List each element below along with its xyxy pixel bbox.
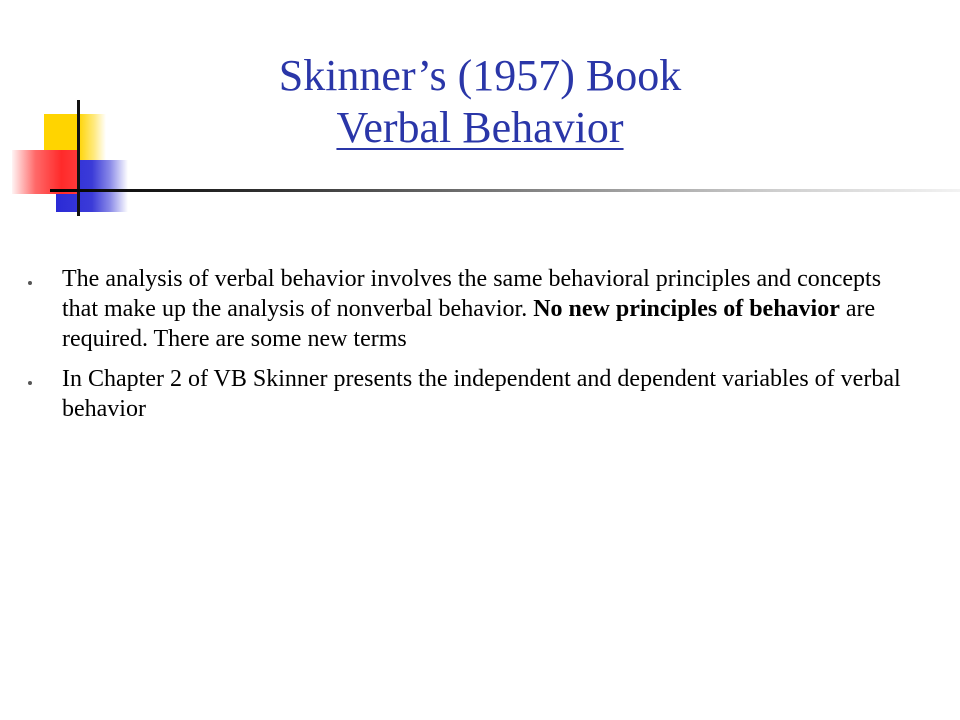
bullet-dot-icon xyxy=(28,281,32,285)
slide-title xyxy=(130,50,830,154)
bullet-item-1 xyxy=(24,264,914,354)
bullet-1-bold-text: No new principles of behavior xyxy=(533,296,840,322)
decorative-horizontal-rule xyxy=(50,189,960,192)
decorative-red-square xyxy=(12,150,78,194)
title-line-2: Verbal Behavior xyxy=(336,103,624,152)
bullet-1-text-part2: are required. There are some new terms xyxy=(62,296,876,352)
bullet-dot-icon xyxy=(28,381,32,385)
title-line-1: Skinner’s (1957) Book xyxy=(278,51,682,100)
bullet-list xyxy=(24,264,914,434)
bullet-1-text-part1: The analysis of verbal behavior involves the same behavioral principles and concepts that make up the analysis of nonverbal behavior. xyxy=(62,266,882,322)
bullet-item-2 xyxy=(24,364,914,424)
bullet-2-text: In Chapter 2 of VB Skinner presents the independent and dependent variables of verbal behavior xyxy=(62,366,901,422)
decorative-vertical-line xyxy=(77,100,80,216)
